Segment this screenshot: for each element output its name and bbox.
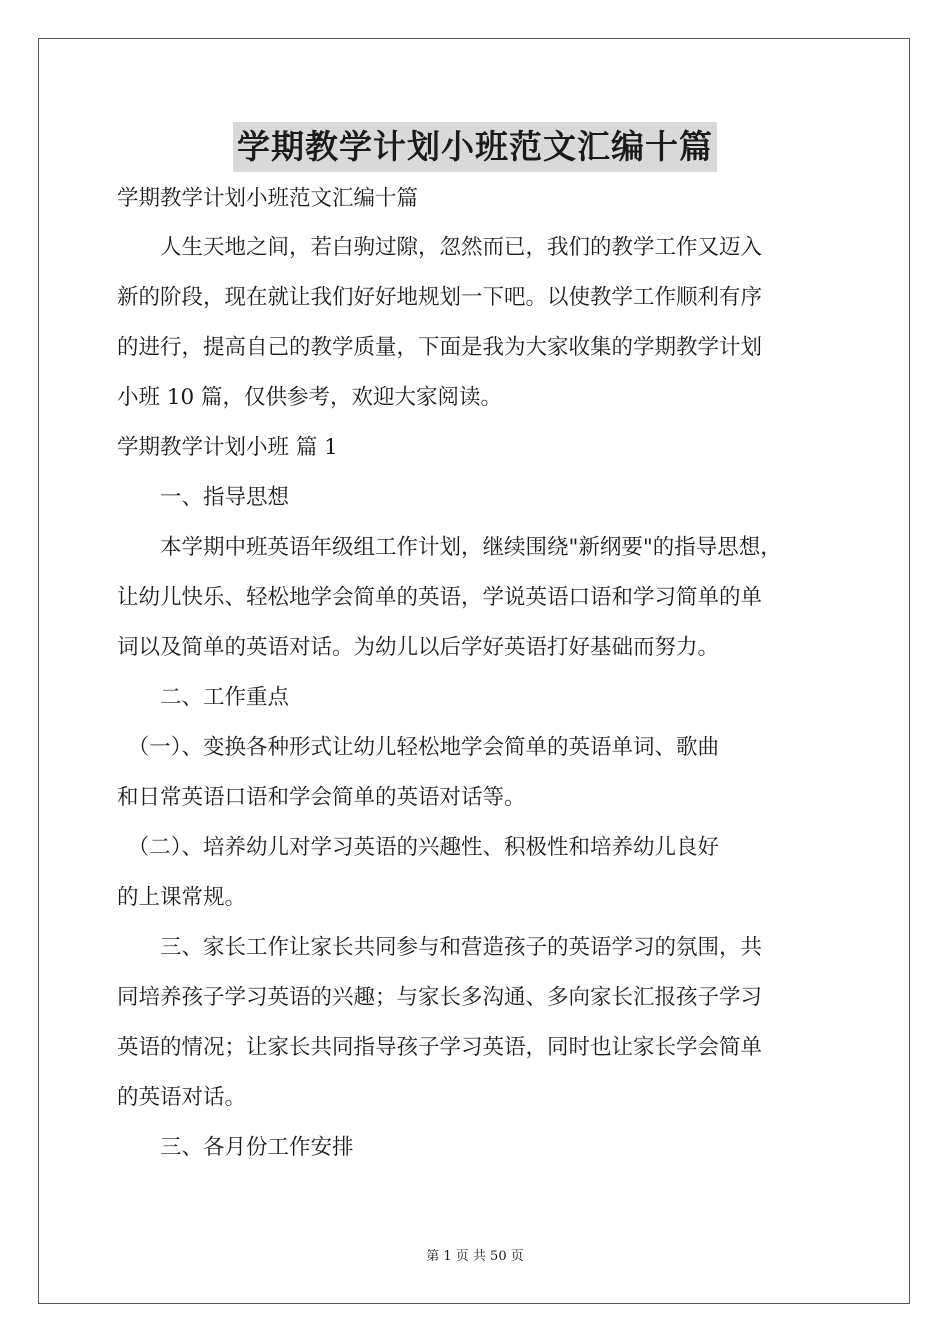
paragraph-line: 的英语对话。 <box>117 1085 247 1110</box>
paragraph-line: 同培养孩子学习英语的兴趣；与家长多沟通、多向家长汇报孩子学习 <box>117 985 763 1010</box>
paragraph-line: （二）、培养幼儿对学习英语的兴趣性、积极性和培养幼儿良好 <box>117 835 720 860</box>
paragraph-line: 本学期中班英语年级组工作计划，继续围绕"新纲要"的指导思想， <box>117 535 782 560</box>
paragraph-line: 三、各月份工作安排 <box>117 1135 354 1160</box>
paragraph-line: 和日常英语口语和学会简单的英语对话等。 <box>117 785 526 810</box>
paragraph-line: 新的阶段，现在就让我们好好地规划一下吧。以使教学工作顺利有序 <box>117 285 763 310</box>
paragraph-line: 三、家长工作让家长共同参与和营造孩子的英语学习的氛围，共 <box>117 935 763 960</box>
paragraph-line: 一、指导思想 <box>117 485 290 510</box>
page-border <box>38 38 910 1304</box>
document-title: 学期教学计划小班范文汇编十篇 <box>233 122 717 172</box>
paragraph-line: 的上课常规。 <box>117 885 247 910</box>
paragraph-line: 人生天地之间，若白驹过隙，忽然而已，我们的教学工作又迈入 <box>117 235 763 260</box>
paragraph-line: 的进行，提高自己的教学质量，下面是我为大家收集的学期教学计划 <box>117 335 763 360</box>
title-container <box>0 122 950 172</box>
paragraph-line: 英语的情况；让家长共同指导孩子学习英语，同时也让家长学会简单 <box>117 1035 763 1060</box>
paragraph-line: 词以及简单的英语对话。为幼儿以后学好英语打好基础而努力。 <box>117 635 720 660</box>
paragraph-line: 让幼儿快乐、轻松地学会简单的英语，学说英语口语和学习简单的单 <box>117 585 763 610</box>
section-heading: 学期教学计划小班 篇 1 <box>117 435 338 460</box>
paragraph-line: 二、工作重点 <box>117 685 290 710</box>
paragraph-line: （一）、变换各种形式让幼儿轻松地学会简单的英语单词、歌曲 <box>117 735 720 760</box>
page-number: 第 1 页 共 50 页 <box>426 1249 524 1264</box>
paragraph-line: 小班 10 篇，仅供参考，欢迎大家阅读。 <box>117 385 503 410</box>
subtitle-line: 学期教学计划小班范文汇编十篇 <box>117 186 419 211</box>
